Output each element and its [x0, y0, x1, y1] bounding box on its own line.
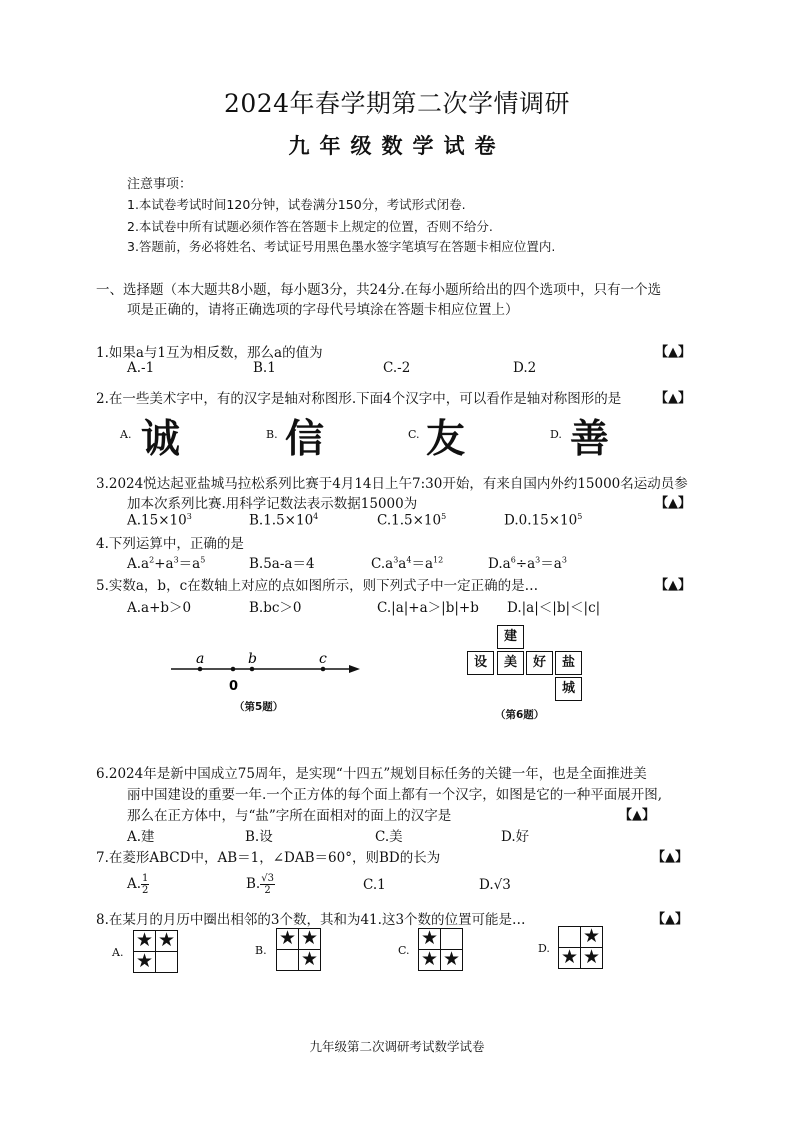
star-cell: ★ [133, 930, 156, 952]
q2-option-a-char: 诚 [141, 417, 181, 462]
q8-stem: 8.在某月的月历中圈出相邻的3个数，其和为41.这3个数的位置可能是… [96, 912, 526, 928]
q3-option-c: $C.1.5\times 10^5$ [377, 512, 447, 529]
q8-option-c-label: C. [398, 944, 410, 957]
q1-option-a: A.-1 [127, 360, 155, 376]
q8-option-a-grid [133, 930, 179, 974]
q1-option-d: D.2 [513, 360, 537, 376]
q7-stem: 7.在菱形ABCD中，AB＝1，∠DAB＝60°，则BD的长为 [96, 850, 441, 866]
q7-option-a: A. $\frac{1}{2}$ [127, 873, 149, 896]
number-line-arrow [349, 665, 360, 673]
q2-option-d-label: D. [550, 428, 562, 441]
empty-cell [440, 928, 463, 950]
empty-cell [155, 951, 178, 973]
notice-item-1: 1.本试卷考试时间120分钟，试卷满分150分，考试形式闭卷. [127, 197, 466, 212]
q2-option-d-char: 善 [570, 417, 610, 462]
q4-stem: 4.下列运算中，正确的是 [96, 536, 244, 552]
q2-option-b-label: B. [266, 428, 278, 441]
star-cell: ★ [418, 928, 441, 950]
q6-stem-line1: 6.2024年是新中国成立75周年，是实现“十四五”规划目标任务的关键一年，也是全面推进美 [96, 766, 647, 782]
exam-subtitle: 九年级数学试卷 [288, 133, 506, 158]
star-cell: ★ [580, 947, 603, 969]
net-cell-jian: 建 [497, 625, 524, 649]
q5-answer-mark: 【▲】 [655, 578, 691, 593]
q5-option-d: D.|a|＜|b|＜|c| [507, 600, 601, 616]
q2-option-b-char: 信 [285, 417, 325, 462]
q6-option-c: C.美 [375, 829, 403, 845]
section1-instructions-line2: 项是正确的，请将正确选项的字母代号填涂在答题卡相应位置上） [127, 302, 519, 318]
q8-option-a-label: A. [112, 946, 124, 959]
point-a [198, 667, 203, 672]
q1-option-b: B.1 [253, 360, 276, 376]
notice-heading: 注意事项： [127, 177, 193, 192]
label-b: b [248, 651, 257, 667]
star-cell: ★ [298, 949, 321, 971]
point-b [250, 667, 255, 672]
net-cell-yan: 盐 [555, 651, 582, 675]
label-a: a [196, 651, 205, 667]
q2-stem: 2.在一些美术字中，有的汉字是轴对称图形.下面4个汉字中，可以看作是轴对称图形的是 [96, 391, 622, 407]
star-cell: ★ [276, 928, 299, 950]
exam-title: 2024年春学期第二次学情调研 [223, 89, 571, 118]
label-c: c [319, 651, 327, 667]
q7-option-c: C.1 [363, 877, 386, 893]
fraction-root3-over-2: $\frac{√3}{2}$ [261, 873, 274, 896]
empty-cell [276, 949, 299, 971]
q6-stem-line2: 丽中国建设的重要一年.一个正方体的每个面上都有一个汉字，如图是它的一种平面展开图, [127, 787, 663, 803]
q4-option-a: $A.a^2+a^3=a^5$ [127, 555, 206, 572]
q6-figure-caption: （第6题） [495, 709, 545, 721]
star-cell: ★ [155, 930, 178, 952]
q6-option-d: D.好 [501, 829, 530, 845]
star-cell: ★ [298, 928, 321, 950]
q4-option-d: $D.a^6\div a^3=a^3$ [488, 555, 567, 572]
star-cell: ★ [440, 949, 463, 971]
q6-stem-line3: 那么在正方体中，与“盐”字所在面相对的面上的汉字是 [127, 808, 452, 824]
section1-instructions-line1: 一、选择题（本大题共8小题，每小题3分，共24分.在每小题所给出的四个选项中，只有一个选 [96, 282, 662, 298]
q3-option-a: $A.15\times 10^3$ [127, 512, 192, 529]
q7-option-d: D.√3 [479, 877, 511, 893]
q5-number-line-figure [168, 645, 368, 705]
q1-option-c: C.-2 [383, 360, 411, 376]
q5-option-a: A.a+b＞0 [127, 600, 192, 616]
star-cell: ★ [558, 947, 581, 969]
notice-item-3: 3.答题前，务必将姓名、考试证号用黑色墨水签字笔填写在答题卡相应位置内. [127, 239, 556, 254]
q8-option-d-grid [558, 926, 604, 970]
q8-option-d-label: D. [538, 942, 550, 955]
q1-stem: 1.如果a与1互为相反数，那么a的值为 [96, 345, 323, 361]
net-cell-hao: 好 [526, 651, 553, 675]
notice-item-2: 2.本试卷中所有试题必须作答在答题卡上规定的位置，否则不给分. [127, 219, 493, 234]
star-cell: ★ [418, 949, 441, 971]
empty-cell [558, 926, 581, 948]
q5-option-c: C.|a|+a＞|b|+b [377, 600, 479, 616]
q1-answer-mark: 【▲】 [655, 345, 691, 360]
q6-option-b: B.设 [245, 829, 273, 845]
net-cell-cheng: 城 [555, 677, 582, 701]
q5-option-b: B.bc＞0 [249, 600, 302, 616]
q3-option-d: $D.0.15\times 10^5$ [504, 512, 583, 529]
page-footer: 九年级第二次调研考试数学试卷 [309, 1039, 485, 1054]
point-zero [231, 667, 236, 672]
q8-option-b-grid [276, 928, 322, 972]
q7-answer-mark: 【▲】 [652, 850, 688, 865]
label-zero: 0 [229, 679, 239, 694]
q2-option-c-label: C. [408, 428, 420, 441]
q8-answer-mark: 【▲】 [652, 912, 688, 927]
q2-answer-mark: 【▲】 [655, 391, 691, 406]
q2-option-c-char: 友 [426, 417, 466, 462]
q3-option-b: $B.1.5\times 10^4$ [249, 512, 319, 529]
q7-option-b: B. $\frac{√3}{2}$ [246, 873, 274, 896]
net-cell-she: 设 [467, 651, 494, 675]
q3-stem-line2: 加本次系列比赛.用科学记数法表示数据15000为 [127, 496, 418, 512]
q6-option-a: A.建 [127, 829, 155, 845]
q2-option-a-label: A. [120, 428, 132, 441]
q6-answer-mark: 【▲】 [619, 808, 655, 823]
q4-option-c: $C.a^3a^4=a^{12}$ [371, 555, 444, 572]
point-c [321, 667, 326, 672]
q3-stem-line1: 3.2024悦达起亚盐城马拉松系列比赛于4月14日上午7:30开始，有来自国内外约15000名运动员参 [96, 476, 688, 492]
q3-answer-mark: 【▲】 [655, 496, 691, 511]
q8-option-c-grid [418, 928, 464, 972]
q5-figure-caption: （第5题） [234, 701, 284, 713]
net-cell-mei: 美 [497, 651, 524, 675]
fraction-one-half: $\frac{1}{2}$ [142, 873, 149, 896]
star-cell: ★ [580, 926, 603, 948]
q8-option-b-label: B. [255, 944, 267, 957]
star-cell: ★ [133, 951, 156, 973]
q5-stem: 5.实数a，b，c在数轴上对应的点如图所示，则下列式子中一定正确的是… [96, 578, 539, 594]
q4-option-b: B.5a-a＝4 [249, 556, 315, 572]
